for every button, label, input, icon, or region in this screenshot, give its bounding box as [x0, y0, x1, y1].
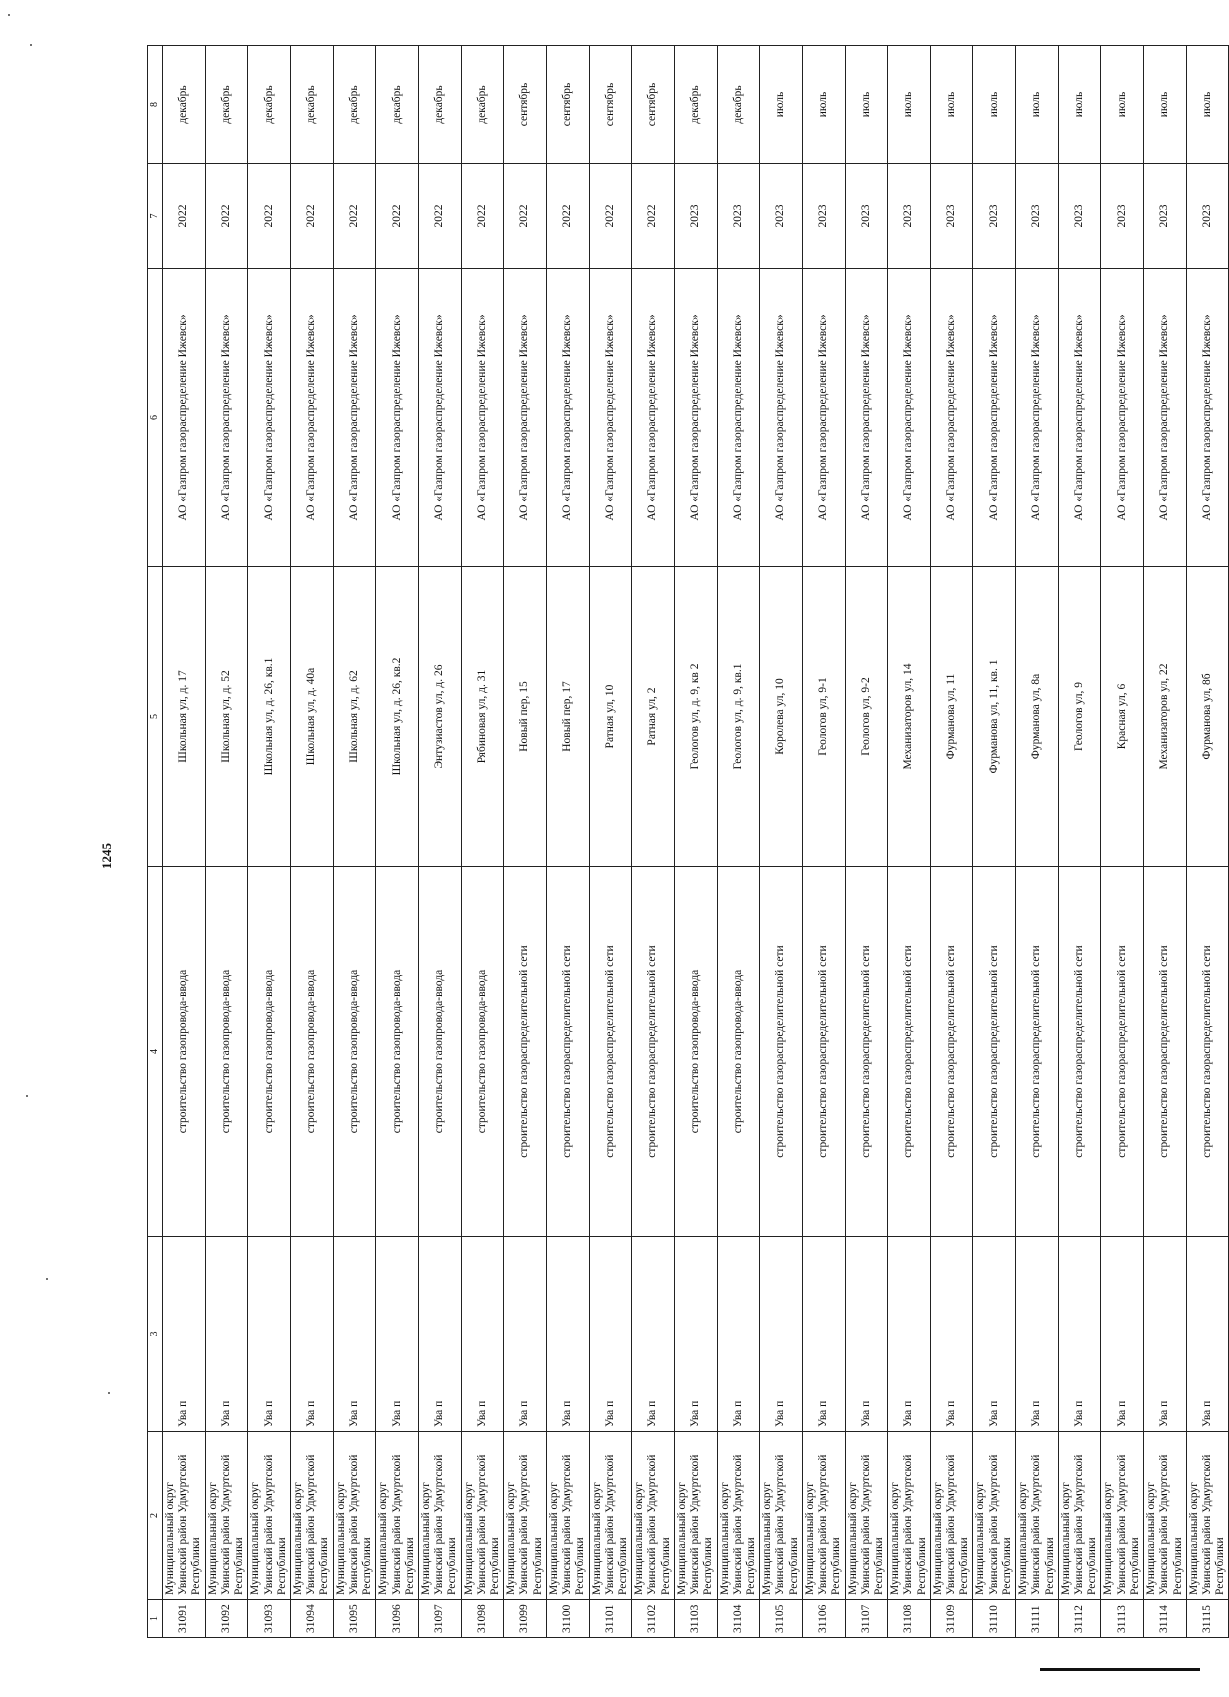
settlement-cell: Ува п: [1016, 1237, 1059, 1432]
settlement-cell: Ува п: [546, 1237, 589, 1432]
table-row: [973, 46, 1016, 1638]
table-row: [290, 46, 333, 1638]
municipality-cell: Муниципальный округ Увинский район Удмуртской Республики: [290, 1432, 333, 1600]
work-type-cell: строительство газопровода-ввода: [163, 867, 206, 1237]
table-row: [1144, 46, 1187, 1638]
year-cell: 2023: [802, 164, 845, 269]
address-cell: Новый пер, 17: [546, 567, 589, 867]
column-header: 4: [148, 867, 163, 1237]
settlement-cell: Ува п: [205, 1237, 248, 1432]
address-cell: Фурманова ул, 8а: [1016, 567, 1059, 867]
month-cell: июль: [1016, 46, 1059, 164]
column-header: 6: [148, 269, 163, 567]
organization-cell: АО «Газпром газораспределение Ижевск»: [674, 269, 717, 567]
table-row: [461, 46, 504, 1638]
year-cell: 2023: [845, 164, 888, 269]
scan-edge-mark: [1040, 1668, 1200, 1671]
address-cell: Новый пер, 15: [504, 567, 547, 867]
organization-cell: АО «Газпром газораспределение Ижевск»: [632, 269, 675, 567]
month-cell: июль: [888, 46, 931, 164]
municipality-cell: Муниципальный округ Увинский район Удмуртской Республики: [333, 1432, 376, 1600]
organization-cell: АО «Газпром газораспределение Ижевск»: [973, 269, 1016, 567]
year-cell: 2023: [1186, 164, 1229, 269]
work-type-cell: строительство газораспределительной сети: [760, 867, 803, 1237]
work-type-cell: строительство газораспределительной сети: [1101, 867, 1144, 1237]
month-cell: июль: [930, 46, 973, 164]
work-type-cell: строительство газораспределительной сети: [888, 867, 931, 1237]
municipality-cell: Муниципальный округ Увинский район Удмуртской Республики: [546, 1432, 589, 1600]
column-header: 1: [148, 1600, 163, 1638]
settlement-cell: Ува п: [760, 1237, 803, 1432]
settlement-cell: Ува п: [888, 1237, 931, 1432]
year-cell: 2022: [376, 164, 419, 269]
municipality-cell: Муниципальный округ Увинский район Удмуртской Республики: [376, 1432, 419, 1600]
scan-speck: [26, 1095, 28, 1097]
row-number-cell: 31096: [376, 1600, 419, 1638]
municipality-cell: Муниципальный округ Увинский район Удмуртской Республики: [205, 1432, 248, 1600]
row-number-cell: 31114: [1144, 1600, 1187, 1638]
table-row: [1016, 46, 1059, 1638]
work-type-cell: строительство газопровода-ввода: [290, 867, 333, 1237]
month-cell: декабрь: [461, 46, 504, 164]
year-cell: 2022: [205, 164, 248, 269]
row-number-cell: 31095: [333, 1600, 376, 1638]
settlement-cell: Ува п: [418, 1237, 461, 1432]
row-number-cell: 31106: [802, 1600, 845, 1638]
scan-speck: [108, 1392, 110, 1394]
work-type-cell: строительство газопровода-ввода: [674, 867, 717, 1237]
year-cell: 2023: [930, 164, 973, 269]
municipality-cell: Муниципальный округ Увинский район Удмуртской Республики: [1101, 1432, 1144, 1600]
month-cell: декабрь: [717, 46, 760, 164]
gasification-table: [147, 45, 1229, 1638]
row-number-cell: 31115: [1186, 1600, 1229, 1638]
organization-cell: АО «Газпром газораспределение Ижевск»: [760, 269, 803, 567]
table-row: [760, 46, 803, 1638]
work-type-cell: строительство газопровода-ввода: [461, 867, 504, 1237]
work-type-cell: строительство газораспределительной сети: [1144, 867, 1187, 1237]
year-cell: 2022: [290, 164, 333, 269]
month-cell: июль: [973, 46, 1016, 164]
settlement-cell: Ува п: [248, 1237, 291, 1432]
address-cell: Школьная ул, д. 40а: [290, 567, 333, 867]
organization-cell: АО «Газпром газораспределение Ижевск»: [205, 269, 248, 567]
year-cell: 2023: [888, 164, 931, 269]
settlement-cell: Ува п: [290, 1237, 333, 1432]
settlement-cell: Ува п: [1058, 1237, 1101, 1432]
municipality-cell: Муниципальный округ Увинский район Удмуртской Республики: [760, 1432, 803, 1600]
year-cell: 2023: [760, 164, 803, 269]
year-cell: 2023: [1058, 164, 1101, 269]
address-cell: Механизаторов ул, 22: [1144, 567, 1187, 867]
month-cell: июль: [845, 46, 888, 164]
year-cell: 2022: [504, 164, 547, 269]
address-cell: Школьная ул, д. 52: [205, 567, 248, 867]
municipality-cell: Муниципальный округ Увинский район Удмуртской Республики: [1186, 1432, 1229, 1600]
year-cell: 2022: [632, 164, 675, 269]
work-type-cell: строительство газораспределительной сети: [845, 867, 888, 1237]
row-number-cell: 31100: [546, 1600, 589, 1638]
month-cell: сентябрь: [504, 46, 547, 164]
settlement-cell: Ува п: [1144, 1237, 1187, 1432]
address-cell: Ратная ул, 10: [589, 567, 632, 867]
table-row: [632, 46, 675, 1638]
organization-cell: АО «Газпром газораспределение Ижевск»: [1016, 269, 1059, 567]
organization-cell: АО «Газпром газораспределение Ижевск»: [717, 269, 760, 567]
year-cell: 2022: [461, 164, 504, 269]
month-cell: декабрь: [376, 46, 419, 164]
municipality-cell: Муниципальный округ Увинский район Удмуртской Республики: [674, 1432, 717, 1600]
address-cell: Школьная ул, д. 26, кв.2: [376, 567, 419, 867]
month-cell: сентябрь: [589, 46, 632, 164]
month-cell: июль: [802, 46, 845, 164]
year-cell: 2022: [418, 164, 461, 269]
address-cell: Школьная ул, д. 26, кв.1: [248, 567, 291, 867]
row-number-cell: 31091: [163, 1600, 206, 1638]
organization-cell: АО «Газпром газораспределение Ижевск»: [930, 269, 973, 567]
address-cell: Королева ул, 10: [760, 567, 803, 867]
address-cell: Красная ул, 6: [1101, 567, 1144, 867]
work-type-cell: строительство газораспределительной сети: [632, 867, 675, 1237]
organization-cell: АО «Газпром газораспределение Ижевск»: [802, 269, 845, 567]
municipality-cell: Муниципальный округ Увинский район Удмуртской Республики: [845, 1432, 888, 1600]
municipality-cell: Муниципальный округ Увинский район Удмуртской Республики: [1016, 1432, 1059, 1600]
address-cell: Геологов ул, д. 9, кв 2: [674, 567, 717, 867]
table-row: [504, 46, 547, 1638]
work-type-cell: строительство газораспределительной сети: [930, 867, 973, 1237]
row-number-cell: 31111: [1016, 1600, 1059, 1638]
work-type-cell: строительство газораспределительной сети: [546, 867, 589, 1237]
month-cell: декабрь: [290, 46, 333, 164]
municipality-cell: Муниципальный округ Увинский район Удмуртской Республики: [888, 1432, 931, 1600]
year-cell: 2022: [248, 164, 291, 269]
organization-cell: АО «Газпром газораспределение Ижевск»: [1101, 269, 1144, 567]
row-number-cell: 31101: [589, 1600, 632, 1638]
settlement-cell: Ува п: [589, 1237, 632, 1432]
address-cell: Рябиновая ул, д. 31: [461, 567, 504, 867]
organization-cell: АО «Газпром газораспределение Ижевск»: [888, 269, 931, 567]
month-cell: сентябрь: [632, 46, 675, 164]
table-body: [163, 46, 1229, 1638]
organization-cell: АО «Газпром газораспределение Ижевск»: [589, 269, 632, 567]
column-header: 7: [148, 164, 163, 269]
table-row: [333, 46, 376, 1638]
table-row: [163, 46, 206, 1638]
year-cell: 2023: [674, 164, 717, 269]
table-row: [674, 46, 717, 1638]
settlement-cell: Ува п: [845, 1237, 888, 1432]
year-cell: 2022: [163, 164, 206, 269]
address-cell: Геологов ул, 9-1: [802, 567, 845, 867]
month-cell: декабрь: [163, 46, 206, 164]
work-type-cell: строительство газопровода-ввода: [717, 867, 760, 1237]
work-type-cell: строительство газораспределительной сети: [504, 867, 547, 1237]
row-number-cell: 31104: [717, 1600, 760, 1638]
row-number-cell: 31098: [461, 1600, 504, 1638]
address-cell: Геологов ул, д. 9, кв.1: [717, 567, 760, 867]
municipality-cell: Муниципальный округ Увинский район Удмуртской Республики: [461, 1432, 504, 1600]
organization-cell: АО «Газпром газораспределение Ижевск»: [845, 269, 888, 567]
organization-cell: АО «Газпром газораспределение Ижевск»: [418, 269, 461, 567]
row-number-cell: 31107: [845, 1600, 888, 1638]
organization-cell: АО «Газпром газораспределение Ижевск»: [546, 269, 589, 567]
municipality-cell: Муниципальный округ Увинский район Удмуртской Республики: [973, 1432, 1016, 1600]
settlement-cell: Ува п: [930, 1237, 973, 1432]
address-cell: Энтузиастов ул, д. 26: [418, 567, 461, 867]
table-row: [717, 46, 760, 1638]
address-cell: Фурманова ул, 8б: [1186, 567, 1229, 867]
address-cell: Геологов ул, 9-2: [845, 567, 888, 867]
organization-cell: АО «Газпром газораспределение Ижевск»: [504, 269, 547, 567]
month-cell: декабрь: [333, 46, 376, 164]
table-row: [1058, 46, 1101, 1638]
organization-cell: АО «Газпром газораспределение Ижевск»: [290, 269, 333, 567]
address-cell: Механизаторов ул, 14: [888, 567, 931, 867]
month-cell: июль: [1186, 46, 1229, 164]
row-number-cell: 31105: [760, 1600, 803, 1638]
settlement-cell: Ува п: [1186, 1237, 1229, 1432]
table-row: [845, 46, 888, 1638]
month-cell: декабрь: [418, 46, 461, 164]
year-cell: 2022: [546, 164, 589, 269]
address-cell: Ратная ул, 2: [632, 567, 675, 867]
column-header: 8: [148, 46, 163, 164]
work-type-cell: строительство газораспределительной сети: [1016, 867, 1059, 1237]
year-cell: 2023: [1144, 164, 1187, 269]
settlement-cell: Ува п: [163, 1237, 206, 1432]
settlement-cell: Ува п: [1101, 1237, 1144, 1432]
month-cell: декабрь: [205, 46, 248, 164]
year-cell: 2023: [973, 164, 1016, 269]
row-number-cell: 31094: [290, 1600, 333, 1638]
year-cell: 2022: [589, 164, 632, 269]
settlement-cell: Ува п: [717, 1237, 760, 1432]
table-row: [1101, 46, 1144, 1638]
month-cell: июль: [760, 46, 803, 164]
settlement-cell: Ува п: [504, 1237, 547, 1432]
table-row: [376, 46, 419, 1638]
municipality-cell: Муниципальный округ Увинский район Удмуртской Республики: [504, 1432, 547, 1600]
settlement-cell: Ува п: [802, 1237, 845, 1432]
municipality-cell: Муниципальный округ Увинский район Удмуртской Республики: [632, 1432, 675, 1600]
settlement-cell: Ува п: [333, 1237, 376, 1432]
row-number-cell: 31103: [674, 1600, 717, 1638]
column-number-row: [148, 46, 163, 1638]
address-cell: Фурманова ул, 11: [930, 567, 973, 867]
table-row: [1186, 46, 1229, 1638]
municipality-cell: Муниципальный округ Увинский район Удмуртской Республики: [163, 1432, 206, 1600]
address-cell: Школьная ул, д. 17: [163, 567, 206, 867]
row-number-cell: 31110: [973, 1600, 1016, 1638]
work-type-cell: строительство газораспределительной сети: [973, 867, 1016, 1237]
row-number-cell: 31102: [632, 1600, 675, 1638]
scan-speck: [30, 44, 32, 46]
row-number-cell: 31097: [418, 1600, 461, 1638]
organization-cell: АО «Газпром газораспределение Ижевск»: [163, 269, 206, 567]
row-number-cell: 31109: [930, 1600, 973, 1638]
column-header: 5: [148, 567, 163, 867]
row-number-cell: 31112: [1058, 1600, 1101, 1638]
municipality-cell: Муниципальный округ Увинский район Удмуртской Республики: [717, 1432, 760, 1600]
municipality-cell: Муниципальный округ Увинский район Удмуртской Республики: [418, 1432, 461, 1600]
table-row: [205, 46, 248, 1638]
organization-cell: АО «Газпром газораспределение Ижевск»: [461, 269, 504, 567]
municipality-cell: Муниципальный округ Увинский район Удмуртской Республики: [802, 1432, 845, 1600]
address-cell: Геологов ул, 9: [1058, 567, 1101, 867]
column-header: 3: [148, 1237, 163, 1432]
municipality-cell: Муниципальный округ Увинский район Удмуртской Республики: [930, 1432, 973, 1600]
organization-cell: АО «Газпром газораспределение Ижевск»: [376, 269, 419, 567]
row-number-cell: 31108: [888, 1600, 931, 1638]
rotated-table-container: [147, 46, 1227, 1638]
table-row: [802, 46, 845, 1638]
row-number-cell: 31113: [1101, 1600, 1144, 1638]
table-row: [546, 46, 589, 1638]
month-cell: июль: [1144, 46, 1187, 164]
month-cell: сентябрь: [546, 46, 589, 164]
scan-speck: [46, 1278, 48, 1280]
work-type-cell: строительство газораспределительной сети: [589, 867, 632, 1237]
table-row: [888, 46, 931, 1638]
year-cell: 2023: [1101, 164, 1144, 269]
organization-cell: АО «Газпром газораспределение Ижевск»: [1186, 269, 1229, 567]
work-type-cell: строительство газораспределительной сети: [1186, 867, 1229, 1237]
table-row: [418, 46, 461, 1638]
year-cell: 2023: [717, 164, 760, 269]
settlement-cell: Ува п: [973, 1237, 1016, 1432]
municipality-cell: Муниципальный округ Увинский район Удмуртской Республики: [1058, 1432, 1101, 1600]
municipality-cell: Муниципальный округ Увинский район Удмуртской Республики: [589, 1432, 632, 1600]
organization-cell: АО «Газпром газораспределение Ижевск»: [1144, 269, 1187, 567]
municipality-cell: Муниципальный округ Увинский район Удмуртской Республики: [248, 1432, 291, 1600]
settlement-cell: Ува п: [376, 1237, 419, 1432]
address-cell: Фурманова ул, 11, кв. 1: [973, 567, 1016, 867]
scan-speck: [8, 14, 10, 16]
work-type-cell: строительство газопровода-ввода: [248, 867, 291, 1237]
row-number-cell: 31092: [205, 1600, 248, 1638]
year-cell: 2022: [333, 164, 376, 269]
work-type-cell: строительство газопровода-ввода: [418, 867, 461, 1237]
work-type-cell: строительство газопровода-ввода: [205, 867, 248, 1237]
settlement-cell: Ува п: [674, 1237, 717, 1432]
column-header: 2: [148, 1432, 163, 1600]
work-type-cell: строительство газораспределительной сети: [802, 867, 845, 1237]
address-cell: Школьная ул, д. 62: [333, 567, 376, 867]
organization-cell: АО «Газпром газораспределение Ижевск»: [333, 269, 376, 567]
settlement-cell: Ува п: [632, 1237, 675, 1432]
year-cell: 2023: [1016, 164, 1059, 269]
table-row: [930, 46, 973, 1638]
work-type-cell: строительство газопровода-ввода: [376, 867, 419, 1237]
row-number-cell: 31099: [504, 1600, 547, 1638]
municipality-cell: Муниципальный округ Увинский район Удмуртской Республики: [1144, 1432, 1187, 1600]
work-type-cell: строительство газораспределительной сети: [1058, 867, 1101, 1237]
work-type-cell: строительство газопровода-ввода: [333, 867, 376, 1237]
row-number-cell: 31093: [248, 1600, 291, 1638]
month-cell: июль: [1058, 46, 1101, 164]
page-number: 1245: [99, 843, 114, 869]
table-row: [248, 46, 291, 1638]
organization-cell: АО «Газпром газораспределение Ижевск»: [248, 269, 291, 567]
organization-cell: АО «Газпром газораспределение Ижевск»: [1058, 269, 1101, 567]
month-cell: июль: [1101, 46, 1144, 164]
month-cell: декабрь: [248, 46, 291, 164]
month-cell: декабрь: [674, 46, 717, 164]
table-row: [589, 46, 632, 1638]
settlement-cell: Ува п: [461, 1237, 504, 1432]
